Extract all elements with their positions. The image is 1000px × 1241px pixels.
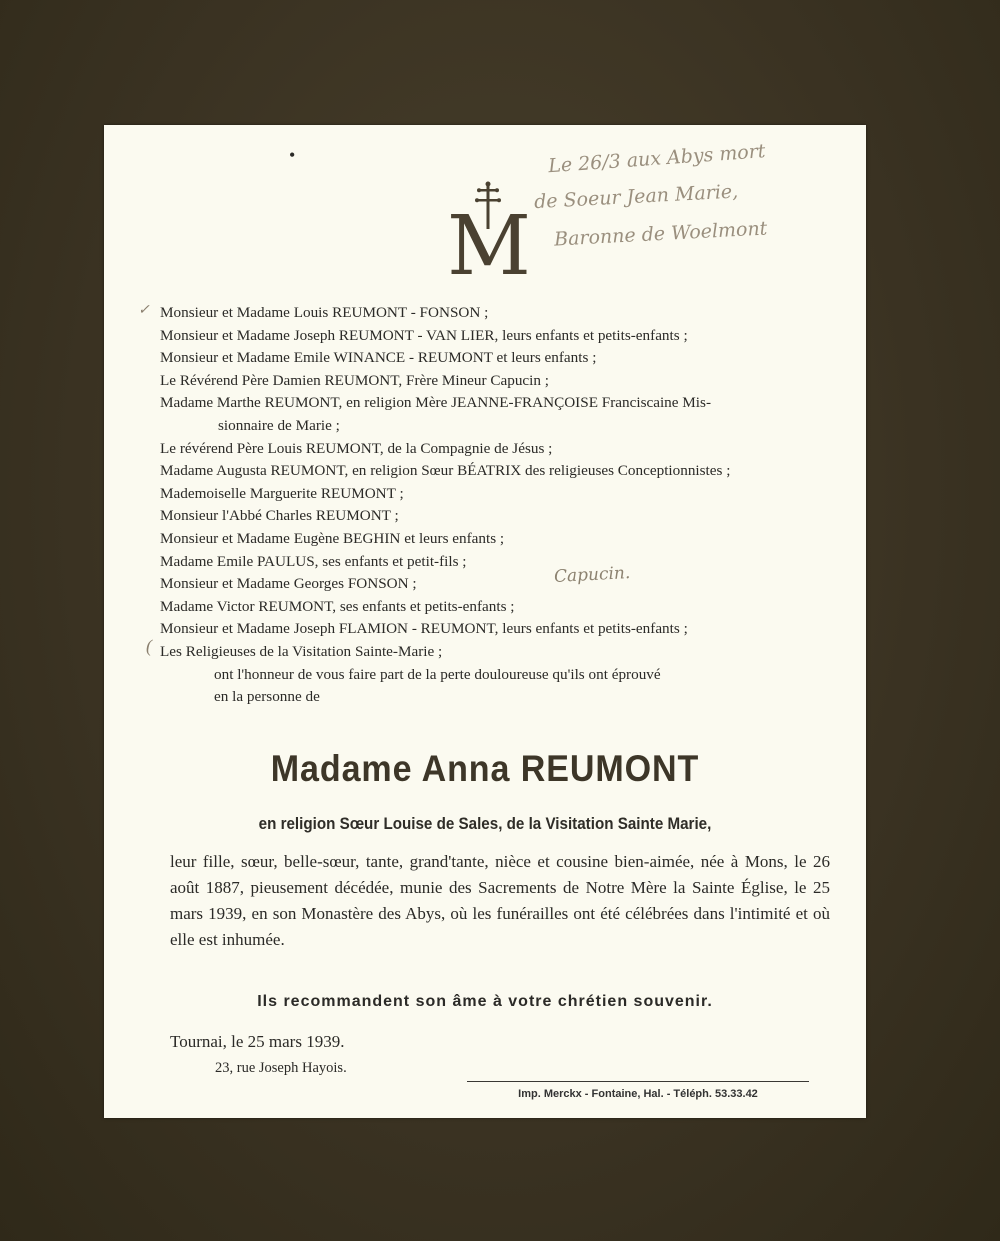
family-line: ont l'honneur de vous faire part de la perte douloureuse qu'ils ont éprouvé bbox=[214, 665, 661, 683]
family-line: Madame Emile PAULUS, ses enfants et petit-fils ; bbox=[160, 552, 467, 570]
family-line: Mademoiselle Marguerite REUMONT ; bbox=[160, 484, 404, 502]
handwriting-line: Le 26/3 aux Abys mort bbox=[547, 140, 767, 178]
handwritten-margin-note: Capucin. bbox=[553, 563, 631, 587]
family-line: Les Religieuses de la Visitation Sainte-Marie ; bbox=[160, 642, 443, 660]
family-line: Monsieur et Madame Joseph REUMONT - VAN LIER, leurs enfants et petits-enfants ; bbox=[160, 326, 688, 344]
family-line: Monsieur et Madame Emile WINANCE - REUMONT et leurs enfants ; bbox=[160, 349, 597, 367]
family-line: Le Révérend Père Damien REUMONT, Frère Mineur Capucin ; bbox=[160, 371, 549, 389]
family-line: Monsieur l'Abbé Charles REUMONT ; bbox=[160, 507, 399, 525]
handwriting-line: Baronne de Woelmont bbox=[553, 217, 768, 251]
address: 23, rue Joseph Hayois. bbox=[215, 1060, 347, 1076]
pencil-bracket-icon: ( bbox=[146, 636, 152, 656]
pencil-tick-icon: ✓ bbox=[138, 303, 150, 318]
family-list bbox=[160, 302, 830, 709]
handwriting-line: de Soeur Jean Marie, bbox=[533, 180, 739, 214]
family-line: Monsieur et Madame Louis REUMONT - FONSON ; bbox=[160, 304, 489, 321]
family-line: Monsieur et Madame Joseph FLAMION - REUMONT, leurs enfants et petits-enfants ; bbox=[160, 620, 688, 638]
place-date: Tournai, le 25 mars 1939. bbox=[170, 1032, 345, 1051]
printer-credit: Imp. Merckx - Fontaine, Hal. - Téléph. 53.33.42 bbox=[518, 1088, 758, 1100]
family-line: Monsieur et Madame Eugène BEGHIN et leurs enfants ; bbox=[160, 529, 505, 547]
recommendation-line: Ils recommandent son âme à votre chrétien souvenir. bbox=[257, 993, 713, 1010]
family-line: sionnaire de Marie ; bbox=[218, 416, 340, 434]
obituary-card bbox=[104, 125, 866, 1118]
divider bbox=[467, 1081, 809, 1082]
family-line: Madame Marthe REUMONT, en religion Mère JEANNE-FRANÇOISE Franciscaine Mis- bbox=[160, 394, 711, 412]
announcement-body: leur fille, sœur, belle-sœur, tante, grand'tante, nièce et cousine bien-aimée, née à Mons, le 26 août 1887, pieusement décédée, munie des Sacrements de Notre Mère la Sainte Église, le 25 mars 1939, en son Monastère des Abys, où les funérailles ont été célébrées dans l'intimité et où elle est inhumée. bbox=[170, 852, 830, 949]
marian-monogram-icon bbox=[434, 181, 544, 277]
family-line: Le révérend Père Louis REUMONT, de la Compagnie de Jésus ; bbox=[160, 439, 553, 457]
monogram-letter: M bbox=[447, 199, 531, 277]
deceased-name: Madame Anna REUMONT bbox=[270, 748, 700, 789]
religious-name: en religion Sœur Louise de Sales, de la Visitation Sainte Marie, bbox=[258, 815, 712, 833]
family-line: Madame Victor REUMONT, ses enfants et petits-enfants ; bbox=[160, 597, 515, 615]
handwritten-note bbox=[533, 137, 844, 251]
family-line: Madame Augusta REUMONT, en religion Sœur BÉATRIX des religieuses Conceptionnistes ; bbox=[160, 462, 731, 480]
family-line: Monsieur et Madame Georges FONSON ; bbox=[160, 575, 417, 593]
ink-dot: • bbox=[289, 145, 296, 165]
family-line: en la personne de bbox=[214, 688, 320, 706]
